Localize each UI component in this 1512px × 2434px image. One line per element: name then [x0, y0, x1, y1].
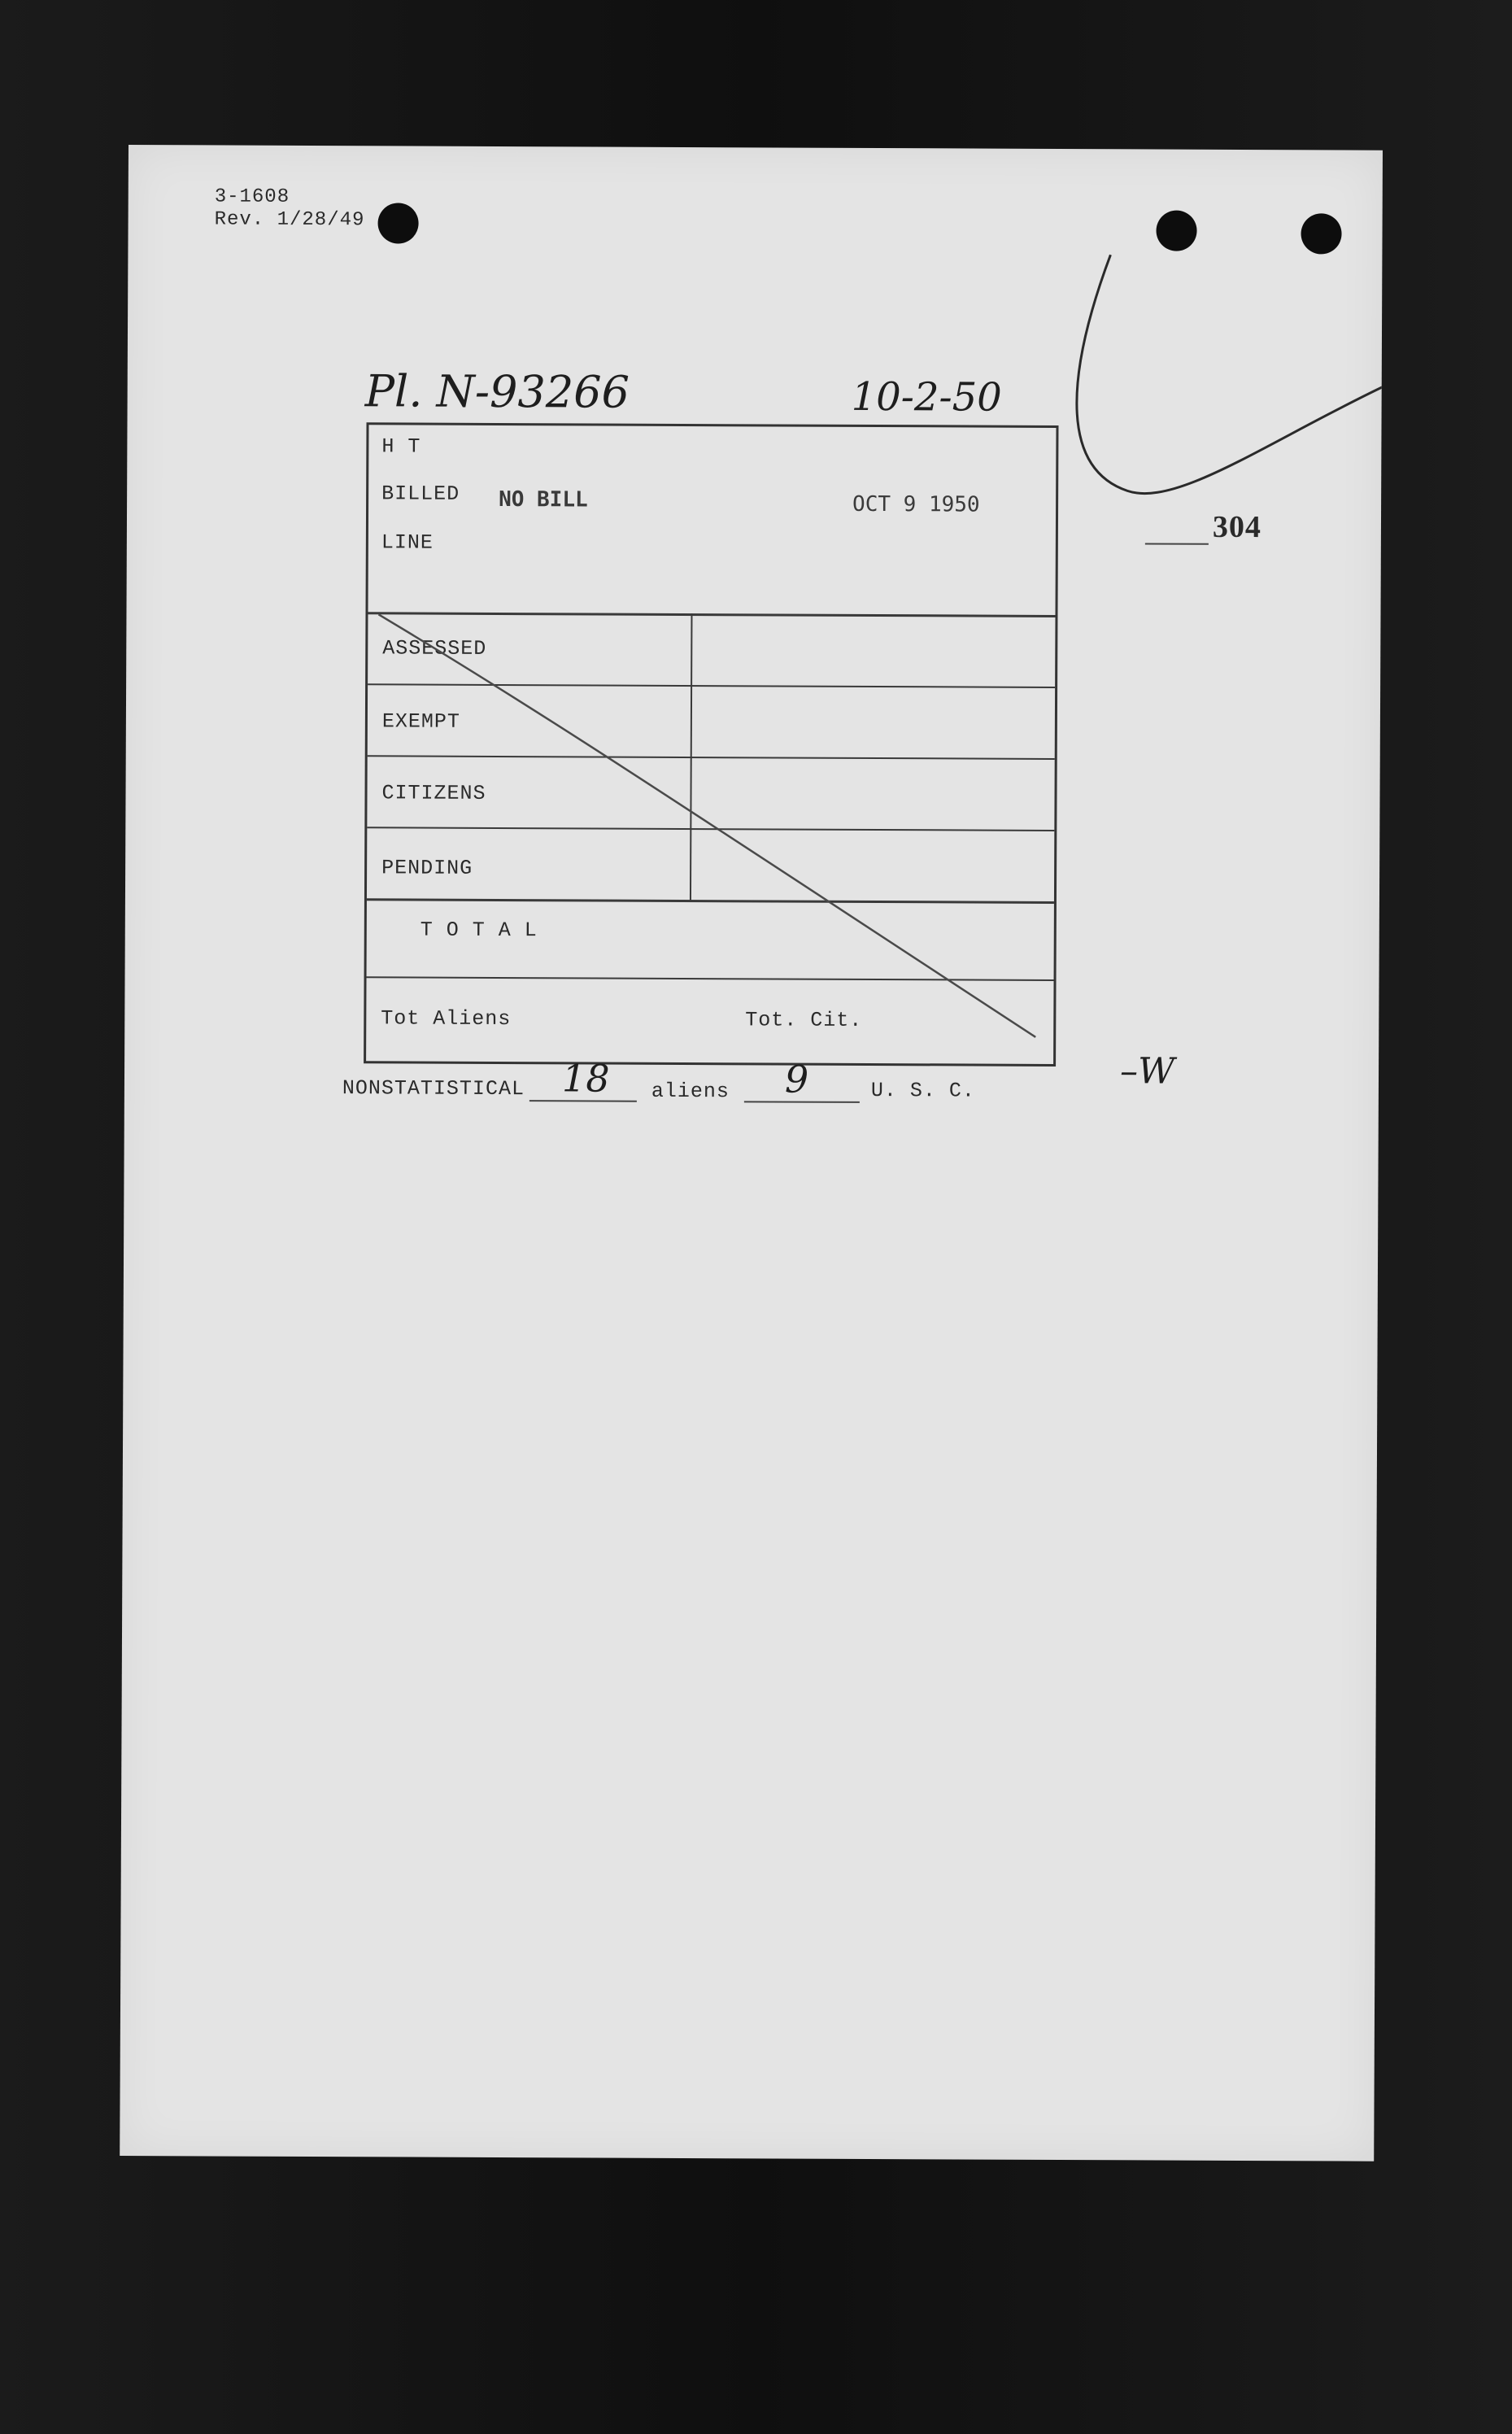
form-number: 3-1608: [214, 185, 290, 208]
date-stamp: OCT 9 1950: [852, 491, 980, 517]
check-curve: [1076, 255, 1383, 495]
row-label-assessed: ASSESSED: [382, 636, 487, 661]
handwritten-reference: Pl. N-93266: [364, 365, 630, 418]
row-label-pending: PENDING: [381, 856, 473, 880]
tot-cit-label: Tot. Cit.: [745, 1008, 863, 1032]
form-revision: Rev. 1/28/49: [214, 208, 365, 232]
pen-strokes: [124, 145, 1383, 1208]
total-label: T O T A L: [420, 918, 538, 943]
nonstatistical-label: NONSTATISTICAL: [342, 1076, 525, 1101]
no-bill-stamp: NO BILL: [499, 486, 588, 513]
row-label-citizens: CITIZENS: [381, 781, 486, 805]
handwritten-date: 10-2-50: [851, 373, 1002, 421]
billed-label: BILLED: [381, 482, 460, 506]
handwritten-usc-count: 9: [784, 1057, 809, 1101]
side-number: 304: [1212, 509, 1262, 545]
usc-label: U. S. C.: [870, 1078, 976, 1103]
aliens-label: aliens: [651, 1079, 730, 1104]
handwritten-initials: –W: [1119, 1050, 1175, 1093]
diagonal-strike-line: [377, 614, 1037, 1037]
line-label: LINE: [381, 530, 434, 555]
handwritten-aliens-count: 18: [561, 1056, 610, 1101]
row-label-exempt: EXEMPT: [381, 709, 460, 734]
document-page: [120, 145, 1383, 2161]
ht-label: H T: [381, 434, 421, 459]
tot-aliens-label: Tot Aliens: [381, 1006, 512, 1032]
